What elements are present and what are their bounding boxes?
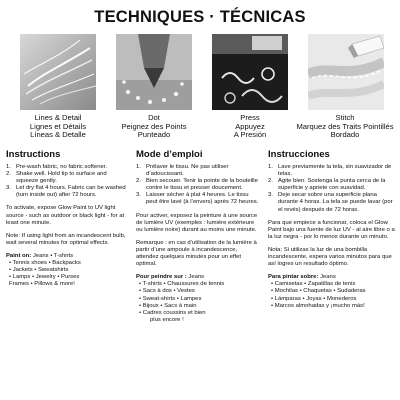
caption-en: Stitch (335, 113, 355, 122)
step-text: Laisser sécher à plat 4 heures. Le tissu peut être lavé (à l’envers) après 72 heures. (146, 192, 259, 206)
caption-es: Líneas & Detalle (30, 130, 86, 140)
activate-paragraph: Para que empiece a funcionar, coloca el Glow Paint bajo una fuente de luz UV - al aire libre o a la luz negra - por lo menos durante un minuto. (268, 219, 395, 240)
paint-on-label: Para pintar sobre: (268, 274, 319, 281)
step-number: 2. (268, 178, 273, 185)
paint-on-item: • Marcos almohadas y ¡mucho más! (271, 302, 365, 309)
instruction-step (6, 185, 130, 199)
paint-on-label: Paint on: (6, 252, 32, 259)
paint-on-item: • Sweat-shirts • Lampes (139, 295, 202, 302)
paint-on-item: Jeans • T-shirts (32, 252, 74, 259)
paint-on-item: • Sacs à dos • Vestes (139, 288, 195, 295)
paint-on-item: • Lámparas • Joyas • Monederos (271, 295, 357, 302)
paint-on-item: • Camisetas • Zapatillas de tenis (271, 281, 356, 288)
step-text: Deje secar sobre una superficie plana durante 4 horas. La tela se puede lavar (por el revés) después de 72 horas. (278, 192, 393, 213)
page-title: TECHNIQUES · TÉCNICAS (94, 8, 306, 26)
step-text: Bien secouer. Tenir la pointe de la bouteille contre le tissu et presser doucement. (146, 178, 258, 192)
stitch-photo (308, 34, 384, 110)
dot-photo (116, 34, 192, 110)
step-number: 1. (136, 164, 141, 170)
step-text: Shake well. Hold tip to surface and squeeze gently. (16, 171, 107, 185)
caption-en: Press (240, 113, 260, 122)
paint-on-list (268, 281, 396, 309)
instruction-step (6, 171, 130, 185)
step-number: 2. (136, 178, 141, 185)
caption-es: Bordado (330, 130, 360, 140)
paint-on-item: Frames • Pillows & more! (9, 281, 75, 288)
paint-on-item: • T-shirts • Chaussures de tennis (139, 281, 225, 288)
paint-on-item: • Lamps • Jewelry • Purses (9, 274, 80, 281)
caption-dot (106, 114, 202, 140)
caption-press (202, 114, 298, 140)
instruction-list (136, 164, 261, 207)
paint-on-item: • Tennis shoes • Backpacks (9, 260, 81, 267)
paint-on-item: • Jackets • Sweatshirts (9, 267, 69, 274)
step-number: 3. (6, 185, 11, 192)
paint-on-item: Jeans (188, 274, 205, 281)
step-text: Pre-wash fabric, no fabric softener. (16, 164, 108, 170)
instruction-step (268, 178, 396, 192)
paint-on-section (268, 274, 396, 281)
caption-lines-detail (10, 114, 106, 140)
column-heading: Mode d’emploi (136, 149, 203, 160)
paint-on-section (136, 274, 261, 281)
caption-en: Lines & Detail (34, 113, 82, 122)
activate-paragraph: Pour activer, exposez la peinture à une source de lumière UV (exemples : lumière extérieure ou lumière noire) durant au moins une minute. (136, 212, 258, 233)
caption-es: Punteado (137, 130, 171, 140)
step-number: 1. (268, 164, 273, 170)
instruction-step (136, 178, 261, 192)
note-paragraph: Remarque : en cas d’utilisation de la lumière à partir d’une ampoule à incandescence, attendez quelques minutes pour un effet optimal. (136, 239, 257, 268)
caption-stitch (290, 114, 400, 140)
caption-fr: Lignes et Détails (29, 121, 87, 131)
paint-on-list (136, 281, 261, 324)
step-text: Lave previamente la tela, sin suavizador de telas. (278, 164, 392, 178)
caption-es: A Presión (233, 130, 267, 140)
instruction-list (268, 164, 396, 214)
caption-fr: Peignez des Points (121, 121, 187, 131)
press-photo (212, 34, 288, 110)
paint-on-list (6, 260, 130, 288)
step-number: 1. (6, 164, 11, 170)
technique-photos (20, 34, 380, 110)
instruction-list (6, 164, 130, 199)
spanish-column (268, 149, 396, 310)
paint-on-item: • Cadres coussins et bien (139, 309, 206, 316)
step-number: 2. (6, 171, 11, 178)
caption-fr: Marquez des Traits Pointillés (296, 121, 394, 131)
step-text: Agite bien. Sostenga la punta cerca de la superficie y apriete con suavidad. (278, 178, 386, 192)
step-text: Prélaver le tissu. Ne pas utiliser d’adoucissant. (146, 164, 229, 178)
paint-on-item: • Mochilas • Chaquetas • Sudaderas (271, 288, 366, 295)
step-text: Let dry flat 4 hours. Fabric can be washed (turn inside out) after 72 hours. (16, 185, 126, 199)
paint-on-item: Jeans (320, 274, 336, 281)
instruction-step (268, 164, 396, 178)
instruction-step (136, 164, 261, 178)
paint-on-section (6, 253, 130, 260)
step-number: 3. (136, 192, 141, 199)
instruction-step (268, 192, 396, 213)
note-paragraph: Nota: Si utilizas la luz de una bombilla incandescente, espera varios minutos para que así logres un resultado óptimo. (268, 246, 392, 268)
paint-on-item: • Bijoux • Sacs à main (139, 302, 197, 309)
french-column (136, 149, 261, 324)
paint-on-item: plus encore ! (150, 316, 184, 323)
english-column (6, 149, 130, 288)
column-heading: Instrucciones (268, 149, 330, 160)
instruction-step (136, 192, 261, 206)
step-number: 3. (268, 192, 273, 199)
lines-detail-photo (20, 34, 96, 110)
caption-fr: Appuyez (235, 121, 265, 131)
note-paragraph: Note: If using light from an incandescent bulb, wait several minutes for optimal effects. (6, 232, 126, 246)
caption-en: Dot (148, 113, 160, 122)
activate-paragraph: To activate, expose Glow Paint to UV light source - such as outdoor or black light - for at least one minute. (6, 205, 125, 226)
column-heading: Instructions (6, 149, 61, 160)
instruction-step (6, 164, 130, 171)
paint-on-label: Pour peindre sur : (136, 274, 187, 281)
